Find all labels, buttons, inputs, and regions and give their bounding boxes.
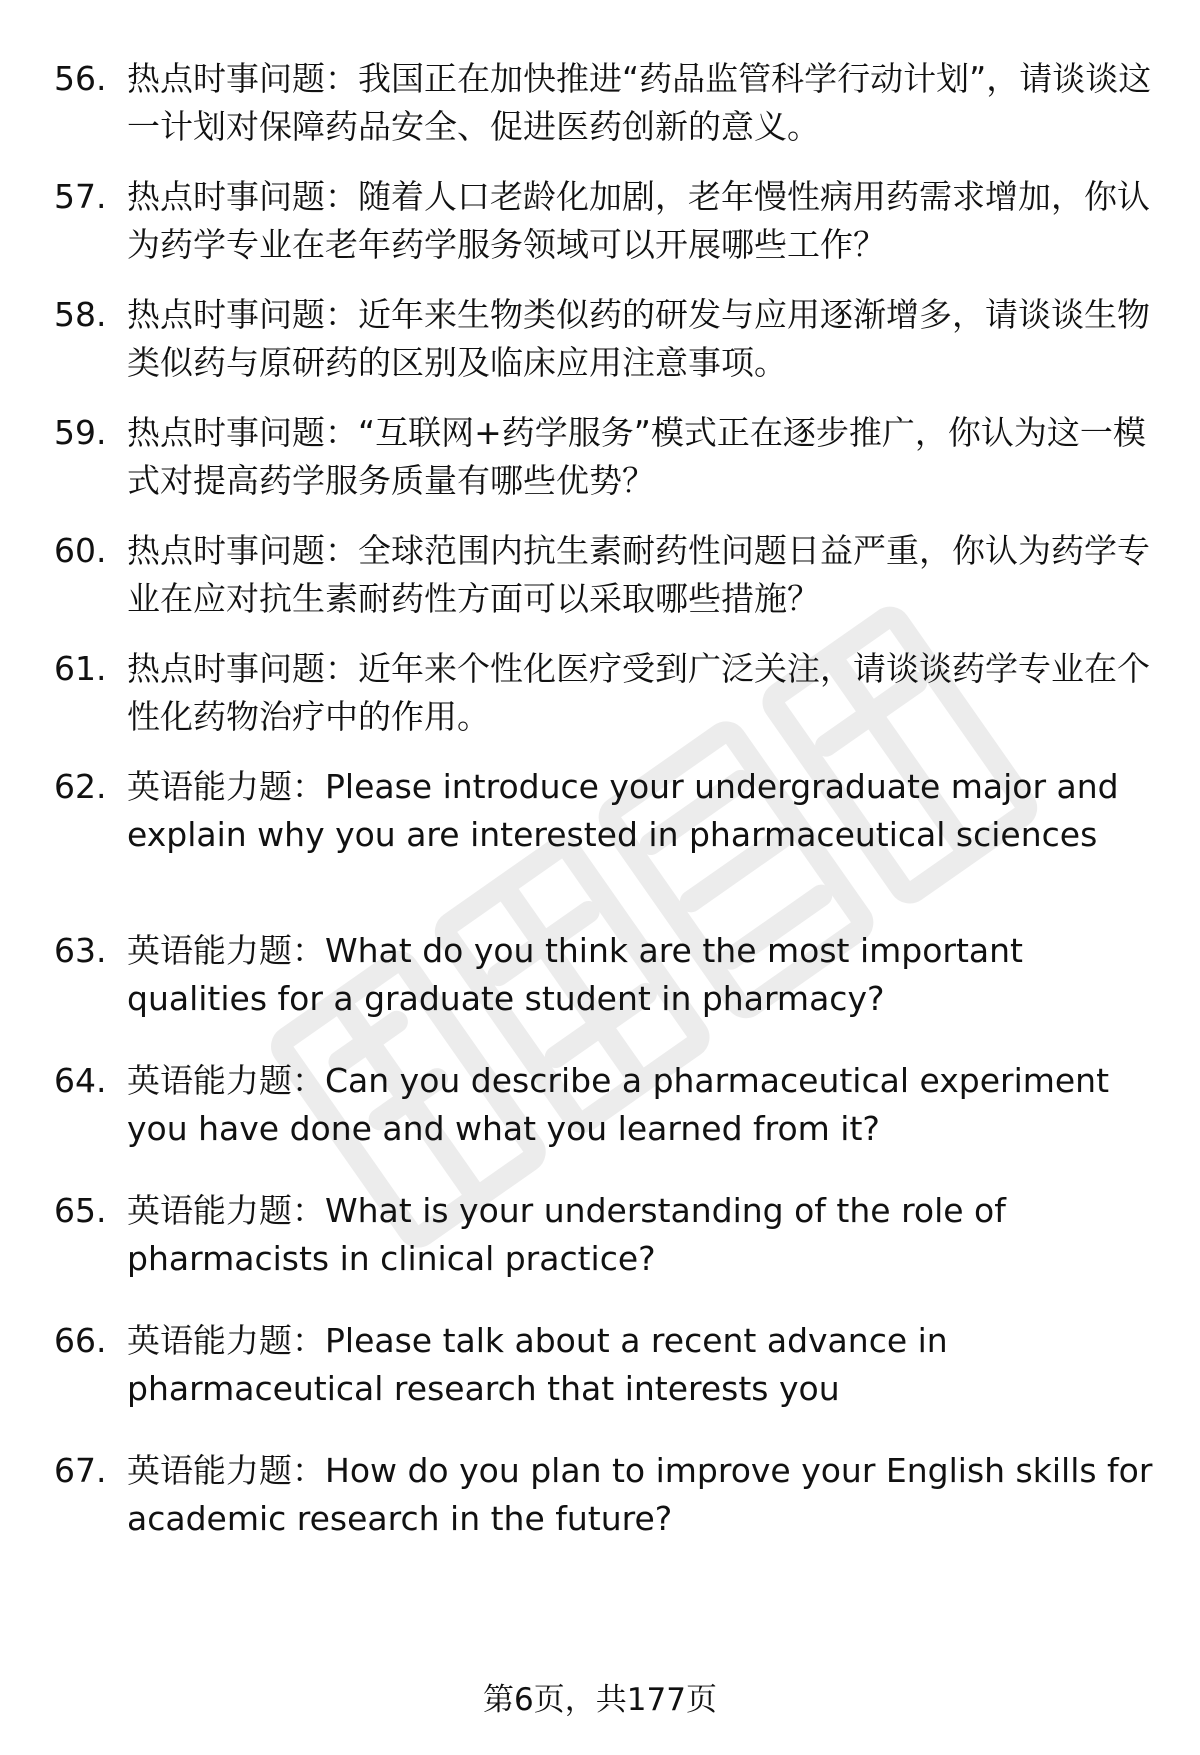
question-text: 英语能力题：Please introduce your undergraduate major and explain why you are interested in pharmaceutical sciences bbox=[127, 767, 1119, 854]
question-text: 英语能力题：Please talk about a recent advance in pharmaceutical research that interests you bbox=[127, 1321, 948, 1408]
question-text: 热点时事问题：近年来个性化医疗受到广泛关注，请谈谈药学专业在个性化药物治疗中的作用。 bbox=[127, 649, 1150, 736]
question-number: 65. bbox=[54, 1191, 107, 1230]
question-number: 59. bbox=[54, 413, 107, 452]
question-text: 热点时事问题：随着人口老龄化加剧，老年慢性病用药需求增加，你认为药学专业在老年药学服务领域可以开展哪些工作？ bbox=[127, 177, 1150, 264]
question-number: 60. bbox=[54, 531, 107, 570]
question-number: 63. bbox=[54, 931, 107, 970]
question-number: 56. bbox=[54, 59, 107, 98]
question-text: 英语能力题：What is your understanding of the role of pharmacists in clinical practice? bbox=[127, 1191, 1006, 1278]
question-number: 61. bbox=[54, 649, 107, 688]
question-text: 热点时事问题：“互联网+药学服务”模式正在逐步推广，你认为这一模式对提高药学服务质量有哪些优势？ bbox=[127, 413, 1146, 500]
question-number: 66. bbox=[54, 1321, 107, 1360]
question-text: 热点时事问题：近年来生物类似药的研发与应用逐渐增多，请谈谈生物类似药与原研药的区别及临床应用注意事项。 bbox=[127, 295, 1150, 382]
question-text: 英语能力题：What do you think are the most important qualities for a graduate student in pharmacy? bbox=[127, 931, 1023, 1018]
question-number: 64. bbox=[54, 1061, 107, 1100]
question-text: 热点时事问题：我国正在加快推进“药品监管科学行动计划”，请谈谈这一计划对保障药品安全、促进医药创新的意义。 bbox=[127, 59, 1152, 146]
question-text: 英语能力题：Can you describe a pharmaceutical experiment you have done and what you learned from it? bbox=[127, 1061, 1110, 1148]
question-text: 英语能力题：How do you plan to improve your English skills for academic research in the future? bbox=[127, 1451, 1153, 1538]
question-number: 62. bbox=[54, 767, 107, 806]
question-number: 57. bbox=[54, 177, 107, 216]
question-text: 热点时事问题：全球范围内抗生素耐药性问题日益严重，你认为药学专业在应对抗生素耐药性方面可以采取哪些措施？ bbox=[127, 531, 1150, 618]
page-number-footer: 第6页，共177页 bbox=[483, 1682, 717, 1718]
question-number: 67. bbox=[54, 1451, 107, 1490]
question-number: 58. bbox=[54, 295, 107, 334]
